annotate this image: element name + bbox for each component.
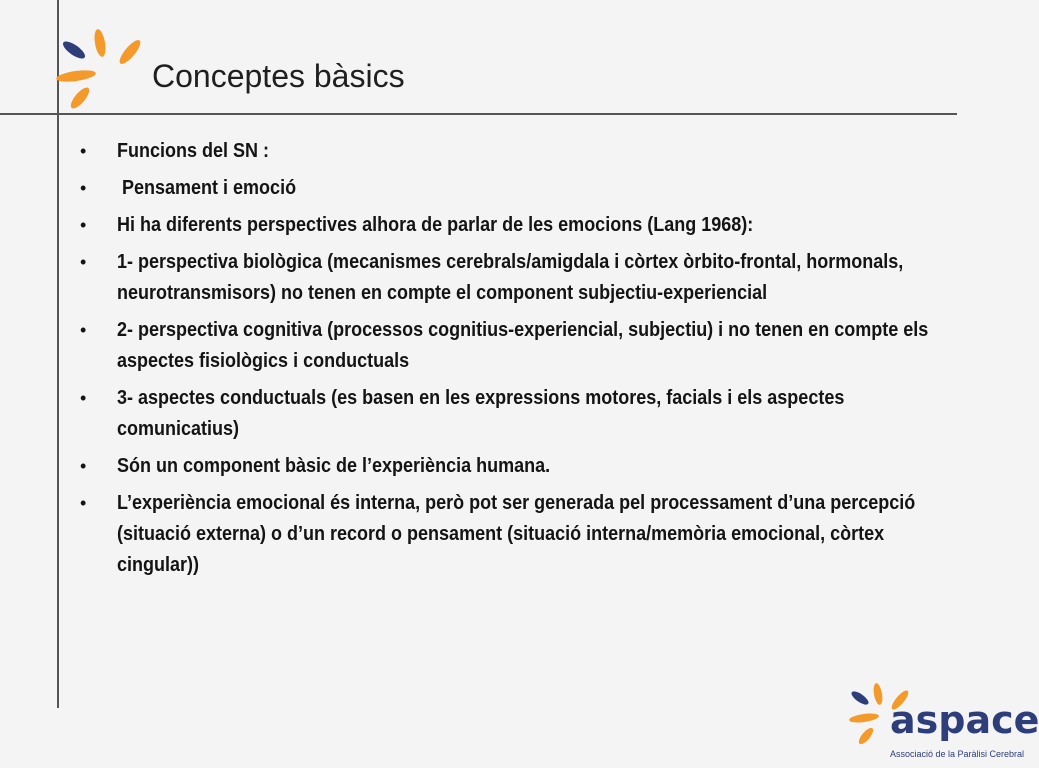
bullet-item: • Funcions del SN : (80, 136, 930, 167)
bullet-marker: • (80, 252, 87, 272)
bullet-marker: • (80, 456, 87, 476)
aspace-flower-icon (52, 28, 152, 113)
bullet-item: • 3- aspectes conductuals (es basen en les expressions motores, facials i els aspectes comunicatius) (80, 383, 930, 445)
aspace-logo (848, 680, 1039, 768)
bullet-marker: • (80, 215, 87, 235)
bullet-item: • Pensament i emoció (80, 173, 930, 204)
bullet-item: • Hi ha diferents perspectives alhora de parlar de les emocions (Lang 1968): (80, 210, 930, 241)
bullet-item: • 2- perspectiva cognitiva (processos cognitius-experiencial, subjectiu) i no tenen en compte els aspectes fisiològics i conductuals (80, 315, 930, 377)
bullet-list (80, 136, 930, 587)
bullet-marker: • (80, 320, 87, 340)
horizontal-rule (0, 113, 957, 115)
bullet-marker: • (80, 388, 87, 408)
brand-name: aspace (890, 698, 1039, 742)
slide-title: Conceptes bàsics (152, 58, 405, 94)
bullet-item: • L’experiència emocional és interna, però pot ser generada pel processament d’una percepció (situació externa) o d’un record o pensament (situació interna/memòria emocional, còrtex cingular)) (80, 488, 930, 581)
bullet-marker: • (80, 493, 87, 513)
brand-tagline: Associació de la Paràlisi Cerebral (890, 749, 1025, 759)
bullet-item: • 1- perspectiva biològica (mecanismes cerebrals/amigdala i còrtex òrbito-frontal, hormonals, neurotransmisors) no tenen en compte el component subjectiu-experiencial (80, 247, 930, 309)
bullet-item: • Són un component bàsic de l’experiència humana. (80, 451, 930, 482)
bullet-marker: • (80, 141, 87, 161)
bullet-marker: • (80, 178, 87, 198)
